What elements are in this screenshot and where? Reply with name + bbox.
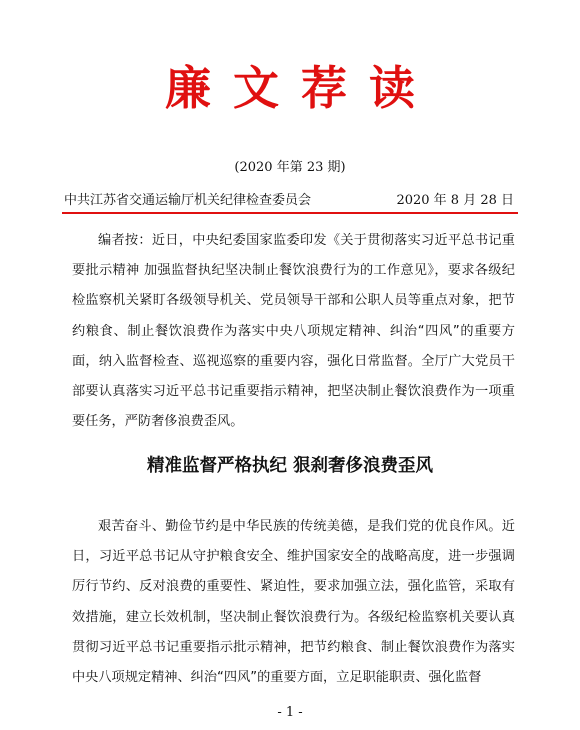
issuing-organization: 中共江苏省交通运输厅机关纪律检查委员会 [64,193,312,208]
masthead-title: 廉文荐读 [165,61,437,115]
editor-note: 编者按：近日，中央纪委国家监委印发《关于贯彻落实习近平总书记重要批示精神 加强监督执纪坚决制止餐饮浪费行为的工作意见》，要求各级纪检监察机关紧盯各级领导机关、党员领导干部和公职人员等重点对象，把节约粮食、制止餐饮浪费作为落实中央八项规定精神、纠治“四风”的重要方面，纳入监督检查、巡视巡察的重要内容，强化日常监督。全厅广大党员干部要认真落实习近平总书记重要指示精神，把坚决制止餐饮浪费作为一项重要任务，严防奢侈浪费歪风。 [72,233,515,430]
article-headline: 精准监督严格执纪 狠刹奢侈浪费歪风 [146,456,434,476]
article-paragraph: 艰苦奋斗、勤俭节约是中华民族的传统美德，是我们党的优良作风。近日，习近平总书记从守护粮食安全、维护国家安全的战略高度，进一步强调厉行节约、反对浪费的重要性、紧迫性，要求加强立法，强化监管，采取有效措施，建立长效机制，坚决制止餐饮浪费行为。各级纪检监察机关要认真贯彻习近平总书记重要指示批示精神，把节约粮食、制止餐饮浪费作为落实中央八项规定精神、纠治“四风”的重要方面，立足职能职责、强化监督 [72,519,515,686]
page-number: - 1 - [277,705,303,720]
issue-date: 2020 年 8 月 28 日 [396,193,514,208]
red-divider-rule [62,212,518,214]
issue-number: (2020 年第 23 期) [234,160,346,175]
